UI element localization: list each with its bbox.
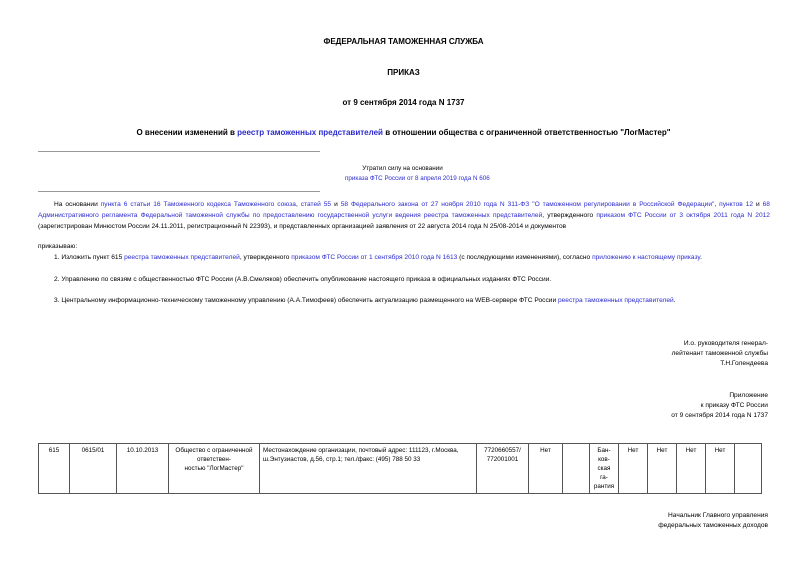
basis-link-regulation[interactable]: 68 Административного регламента Федеральной таможенной службы по предоставлению государственной услуги ведения реестра таможенных представителей: [38, 201, 770, 219]
doc-type: ПРИКАЗ: [387, 68, 420, 77]
table-cell-guarantee: [590, 444, 619, 494]
signature-block: [560, 339, 768, 369]
footer-line-1: Начальник Главного управления: [668, 512, 768, 519]
table-row: [39, 444, 762, 494]
doc-date: от 9 сентября 2014 года N 1737: [342, 98, 465, 107]
divider-bottom: [38, 191, 320, 192]
item1-link-registry[interactable]: реестра таможенных представителей: [124, 254, 240, 261]
lapsed-note-text: Утратил силу на основании: [362, 165, 443, 172]
basis-text-4: ,: [714, 201, 720, 208]
guarantee-line-2: ков-: [598, 456, 610, 463]
guarantee-line-3: ская га-: [597, 465, 611, 481]
table-cell-inn-kpp: [477, 444, 529, 494]
item1-text-c: (с последующими изменениями), согласно: [457, 254, 593, 261]
table-cell-address: [260, 444, 477, 494]
item1-text-d: .: [700, 254, 702, 261]
guarantee-line-1: Бан-: [597, 447, 611, 454]
divider-top: [38, 151, 320, 152]
basis-link-federal-law[interactable]: 58 Федерального закона от 27 ноября 2010 года N 311-ФЗ "О таможенном регулировании в Российской Федерации": [340, 201, 715, 208]
org-line-1: Общество с ограниченной: [175, 447, 253, 454]
guarantee-line-4: рантия: [593, 483, 615, 490]
table-cell-reg-number: 0615/01: [70, 444, 117, 494]
basis-text-3: и: [331, 201, 341, 208]
item3-text-a: 3. Центральному информационно-техническому таможенному управлению (А.А.Тимофеев) обеспечить актуализацию размещенного на WEB-сервере ФТС России: [54, 297, 558, 304]
title-link-registry[interactable]: реестр таможенных представителей: [237, 128, 383, 137]
lapsed-note: [345, 164, 490, 184]
basis-paragraph: [38, 199, 770, 232]
footer-line-2: федеральных таможенных доходов: [658, 522, 768, 529]
agency-name: ФЕДЕРАЛЬНАЯ ТАМОЖЕННАЯ СЛУЖБА: [323, 37, 484, 46]
lapsed-note-link[interactable]: приказа ФТС России от 8 апреля 2019 года N 606: [345, 175, 490, 182]
inn-line: 7720660557/: [484, 447, 521, 454]
table-cell-col12: Нет: [677, 444, 706, 494]
signature-line-2: лейтенант таможенной службы: [671, 350, 768, 357]
basis-text-6: , утвержденного: [542, 212, 597, 219]
basis-text-1: На основании: [54, 201, 101, 208]
order-item-1: [54, 254, 702, 261]
order-item-3: [54, 297, 676, 304]
table-cell-col7: Нет: [529, 444, 563, 494]
footer-signature: [560, 511, 768, 531]
org-line-3: ностью "ЛогМастер": [184, 465, 244, 472]
table-cell-number: 615: [39, 444, 70, 494]
basis-link-art55[interactable]: статей 55: [300, 201, 332, 208]
item3-text-b: .: [673, 297, 676, 304]
table-cell-col10: Нет: [619, 444, 648, 494]
table-cell-col14: [735, 444, 762, 494]
basis-text-5: и: [753, 201, 763, 208]
appendix-line-3: от 9 сентября 2014 года N 1737: [671, 412, 768, 419]
basis-link-order-2012[interactable]: приказом ФТС России от 3 октября 2011 года N 2012: [596, 212, 770, 219]
signature-line-1: И.о. руководителя генерал-: [683, 340, 768, 347]
table-cell-date: 10.10.2013: [117, 444, 169, 494]
item1-link-order-1613[interactable]: приказом ФТС России от 1 сентября 2010 года N 1613: [291, 254, 458, 261]
table-cell-col11: Нет: [648, 444, 677, 494]
address-line-1: Местонахождение организации, почтовый адрес: 111123, г.Москва,: [263, 447, 459, 454]
order-word: приказываю:: [38, 243, 78, 250]
table-cell-col13: Нет: [706, 444, 735, 494]
basis-text-7: (зарегистрирован Минюстом России 24.11.2011, регистрационный N 22393), и представленных организацией заявления от 22 августа 2014 года N 25/08-2014 и документов: [38, 223, 567, 230]
title-text-before: О внесении изменений в: [136, 128, 238, 137]
kpp-line: 772001001: [486, 456, 519, 463]
basis-link-items12[interactable]: пунктов 12: [719, 201, 754, 208]
item1-link-appendix[interactable]: приложению к настоящему приказу: [592, 254, 701, 261]
item3-link-registry[interactable]: реестра таможенных представителей: [557, 297, 674, 304]
org-line-2: ответствен-: [196, 456, 231, 463]
item1-text-b: , утвержденного: [239, 254, 292, 261]
appendix-line-2: к приказу ФТС России: [700, 402, 768, 409]
address-line-2: ш.Энтузиастов, д.56, стр.1; тел./факс: (495) 788 50 33: [263, 456, 421, 463]
title-text-after: в отношении общества с ограниченной ответственностью "ЛогМастер": [382, 128, 671, 137]
basis-text-2: ,: [295, 201, 301, 208]
signature-line-3: Т.Н.Голендеева: [720, 360, 768, 367]
order-item-2: 2. Управлению по связям с общественностью ФТС России (А.В.Смеляков) обеспечить опубликование настоящего приказа в официальных изданиях ФТС России.: [54, 276, 552, 283]
basis-link-customs-code[interactable]: пункта 6 статьи 16 Таможенного кодекса Таможенного союза: [100, 201, 296, 208]
appendix-line-1: Приложение: [729, 392, 768, 399]
table-cell-col8: [563, 444, 590, 494]
doc-title: [0, 128, 807, 137]
appendix-block: [560, 391, 768, 421]
table-cell-organization: [169, 444, 260, 494]
item1-text-a: 1. Изложить пункт 615: [54, 254, 125, 261]
registry-table: [38, 443, 762, 494]
